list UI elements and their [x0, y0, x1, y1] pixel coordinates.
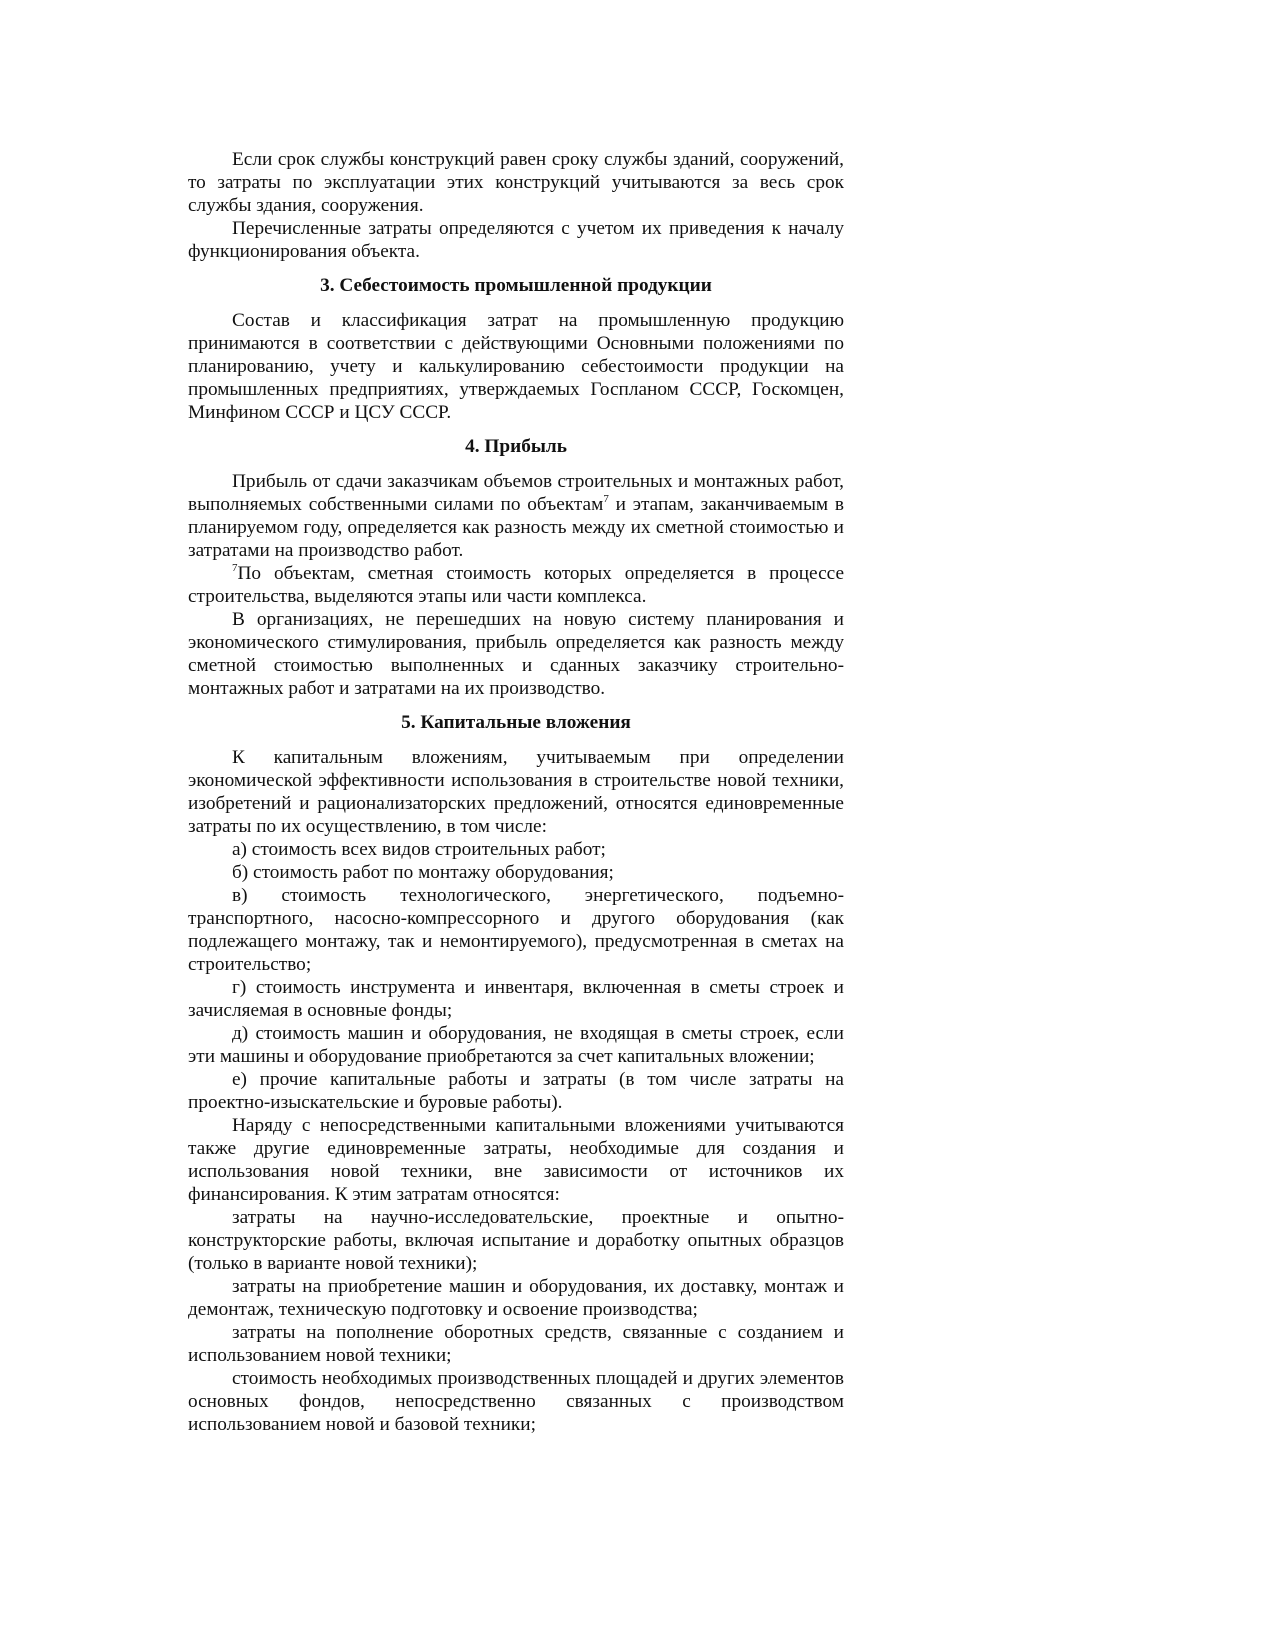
paragraph: К капитальным вложениям, учитываемым при определении экономической эффективности использования в строительстве новой техники, изобретений и рационализаторских предложений, относятся единовременные затраты по их осуществлению, в том числе:: [188, 747, 844, 837]
list-item: стоимость необходимых производственных площадей и других элементов основных фондов, непосредственно связанных с производством использованием новой и базовой техники;: [188, 1368, 844, 1435]
paragraph-text: и этапам, заканчиваемым в планируемом году, определяется как разность между их сметной стоимостью и затратами на производство работ.: [188, 494, 844, 561]
paragraph: [188, 470, 844, 562]
list-item: г) стоимость инструмента и инвентаря, включенная в сметы строек и зачисляемая в основные фонды;: [188, 977, 844, 1021]
footnote-mark: 7: [232, 562, 238, 574]
paragraph: Перечисленные затраты определяются с учетом их приведения к началу функционирования объекта.: [188, 218, 844, 262]
list-item: затраты на пополнение оборотных средств, связанные с созданием и использованием новой техники;: [188, 1322, 844, 1366]
footnote-reference[interactable]: 7: [603, 493, 609, 505]
paragraph: Если срок службы конструкций равен сроку службы зданий, сооружений, то затраты по эксплуатации этих конструкций учитываются за весь срок службы здания, сооружения.: [188, 149, 844, 216]
list-item: е) прочие капитальные работы и затраты (в том числе затраты на проектно-изыскательские и буровые работы).: [188, 1069, 844, 1113]
list-item: затраты на приобретение машин и оборудования, их доставку, монтаж и демонтаж, техническую подготовку и освоение производства;: [188, 1276, 844, 1320]
document-page: [188, 148, 844, 1436]
footnote-text: По объектам, сметная стоимость которых определяется в процессе строительства, выделяются этапы или части комплекса.: [188, 563, 844, 607]
list-item: затраты на научно-исследовательские, проектные и опытно-конструкторские работы, включая испытание и доработку опытных образцов (только в варианте новой техники);: [188, 1207, 844, 1274]
section-heading: 5. Капитальные вложения: [401, 712, 631, 733]
paragraph: В организациях, не перешедших на новую систему планирования и экономического стимулирования, прибыль определяется как разность между сметной стоимостью выполненных и сданных заказчику строительно-монтажных работ и затратами на их производство.: [188, 609, 844, 699]
list-item: д) стоимость машин и оборудования, не входящая в сметы строек, если эти машины и оборудование приобретаются за счет капитальных вложении;: [188, 1023, 844, 1067]
list-item: в) стоимость технологического, энергетического, подъемно-транспортного, насосно-компрессорного и другого оборудования (как подлежащего монтажу, так и немонтируемого), предусмотренная в сметах на строительство;: [188, 885, 844, 975]
paragraph: Состав и классификация затрат на промышленную продукцию принимаются в соответствии с действующими Основными положениями по планированию, учету и калькулированию себестоимости продукции на промышленных предприятиях, утверждаемых Госпланом СССР, Госкомцен, Минфином СССР и ЦСУ СССР.: [188, 310, 844, 423]
section-heading: 4. Прибыль: [465, 436, 567, 457]
footnote: [188, 562, 844, 608]
section-heading: 3. Себестоимость промышленной продукции: [320, 275, 712, 296]
paragraph: Наряду с непосредственными капитальными вложениями учитываются также другие единовременные затраты, необходимые для создания и использования новой техники, вне зависимости от источников их финансирования. К этим затратам относятся:: [188, 1115, 844, 1205]
paragraph-text: Прибыль от сдачи заказчикам объемов строительных и монтажных работ, выполняемых собственными силами по объектам: [188, 471, 844, 515]
list-item: б) стоимость работ по монтажу оборудования;: [232, 862, 614, 883]
list-item: а) стоимость всех видов строительных работ;: [232, 839, 606, 860]
